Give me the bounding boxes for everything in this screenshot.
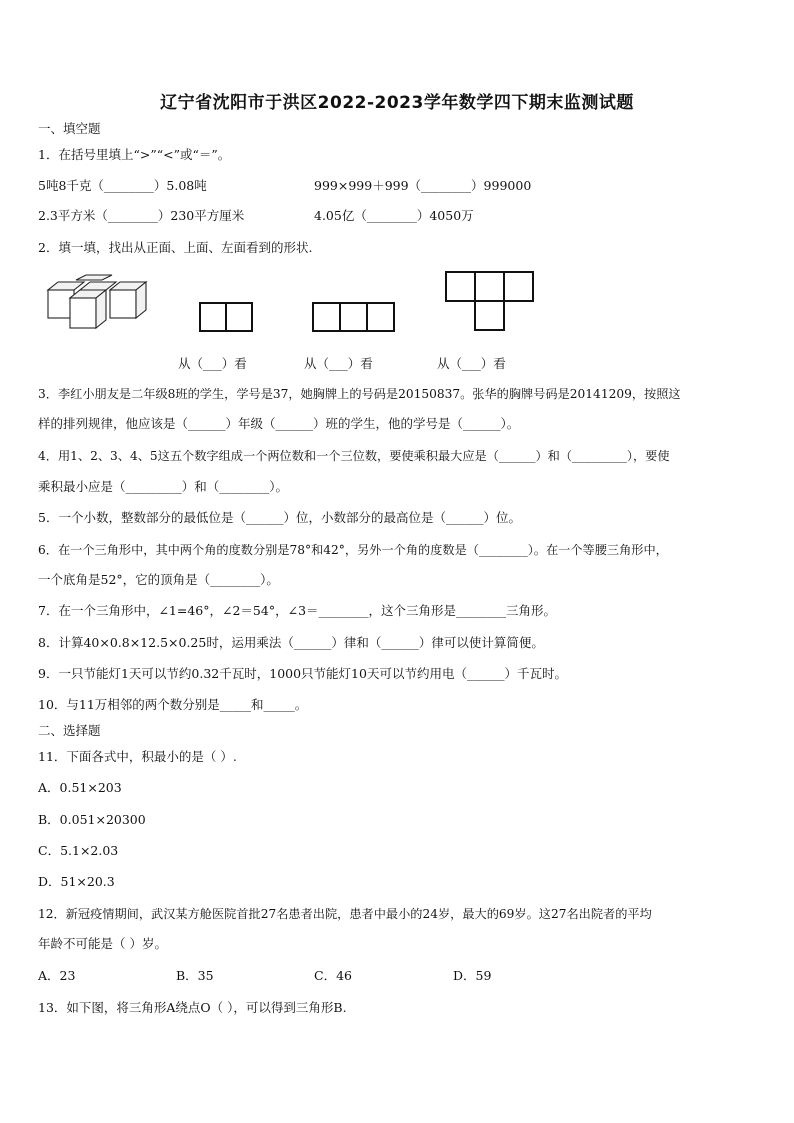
view2-square-1	[313, 303, 340, 331]
question-12-option-b: B．35	[176, 968, 214, 983]
question-12-line-2: 年龄不可能是（ ）岁。	[38, 936, 167, 951]
question-10: 10．与11万相邻的两个数分别是_____和_____。	[38, 697, 308, 712]
question-5: 5．一个小数，整数部分的最低位是（______）位，小数部分的最高位是（______）位。	[38, 510, 521, 525]
question-7: 7．在一个三角形中，∠1=46°，∠2＝54°，∠3＝________，这个三角形是________三角形。	[38, 603, 557, 618]
question-1d: 4.05亿（________）4050万	[314, 208, 474, 223]
view1-square-2	[226, 303, 252, 331]
view2-square-2	[340, 303, 367, 331]
view-figure-3	[444, 270, 536, 332]
question-11-stem: 11．下面各式中，积最小的是（ ）.	[38, 749, 237, 764]
view-label-3: 从（___）看	[437, 356, 506, 371]
question-1-row-1	[38, 178, 207, 194]
view2-square-3	[367, 303, 394, 331]
view-figure-2	[311, 301, 397, 333]
question-8: 8．计算40×0.8×12.5×0.25时，运用乘法（______）律和（______）律可以使计算简便。	[38, 635, 544, 650]
question-1b: 999×999＋999（________）999000	[314, 178, 532, 193]
question-3-line-1: 3．李红小朋友是二年级8班的学生，学号是37，她胸牌上的号码是20150837。张华的胸牌号码是20141209，按照这	[38, 387, 681, 401]
cube-top-left	[48, 282, 84, 290]
cube-front-right	[110, 290, 136, 318]
question-12-option-c: C．46	[314, 968, 352, 983]
view3-square-4	[475, 301, 504, 330]
question-12-line-1: 12．新冠疫情期间，武汉某方舱医院首批27名患者出院，患者中最小的24岁，最大的69岁。这27名出院者的平均	[38, 907, 652, 921]
question-11-option-a: A．0.51×203	[38, 780, 122, 795]
question-6-line-1: 6．在一个三角形中，其中两个角的度数分别是78°和42°，另外一个角的度数是（________）。在一个等腰三角形中，	[38, 543, 668, 557]
view-label-1: 从（___）看	[178, 356, 247, 371]
question-1a: 5吨8千克（________）5.08吨	[38, 178, 207, 193]
view-label-2: 从（___）看	[304, 356, 373, 371]
cube-stack-figure	[44, 274, 160, 334]
cube-top-mid	[80, 282, 116, 290]
question-1c: 2.3平方米（________）230平方厘米	[38, 208, 245, 223]
question-12-option-d: D．59	[453, 968, 492, 983]
question-11-option-b: B．0.051×20300	[38, 812, 146, 827]
view1-square-1	[200, 303, 226, 331]
question-2-stem: 2．填一填，找出从正面、上面、左面看到的形状.	[38, 240, 313, 255]
section-fill-blank: 一、填空题	[38, 121, 101, 136]
view3-square-2	[475, 272, 504, 301]
question-12-option-a: A．23	[38, 968, 76, 983]
question-6-line-2: 一个底角是52°，它的顶角是（________）。	[38, 572, 279, 587]
page-title: 辽宁省沈阳市于洪区2022-2023学年数学四下期末监测试题	[160, 93, 634, 113]
section-multiple-choice: 二、选择题	[38, 723, 101, 738]
question-13: 13．如下图，将三角形A绕点O（ ），可以得到三角形B.	[38, 1000, 347, 1015]
question-4-line-2: 乘积最小应是（_________）和（________）。	[38, 479, 289, 494]
view3-square-1	[446, 272, 475, 301]
question-1-stem: 1．在括号里填上“>”“<”或“＝”。	[38, 147, 231, 162]
question-4-line-1: 4．用1、2、3、4、5这五个数字组成一个两位数和一个三位数，要使乘积最大应是（______）和（_________），要使	[38, 449, 670, 463]
question-11-option-d: D．51×20.3	[38, 874, 115, 889]
view-figure-1	[198, 301, 256, 333]
view3-square-3	[504, 272, 533, 301]
cube-front-center	[70, 298, 96, 328]
question-11-option-c: C．5.1×2.03	[38, 843, 119, 858]
cube-top-face	[76, 275, 112, 280]
question-9: 9．一只节能灯1天可以节约0.32千瓦时，1000只节能灯10天可以节约用电（______）千瓦时。	[38, 666, 567, 681]
question-3-line-2: 样的排列规律，他应该是（______）年级（______）班的学生，他的学号是（______）。	[38, 416, 520, 431]
